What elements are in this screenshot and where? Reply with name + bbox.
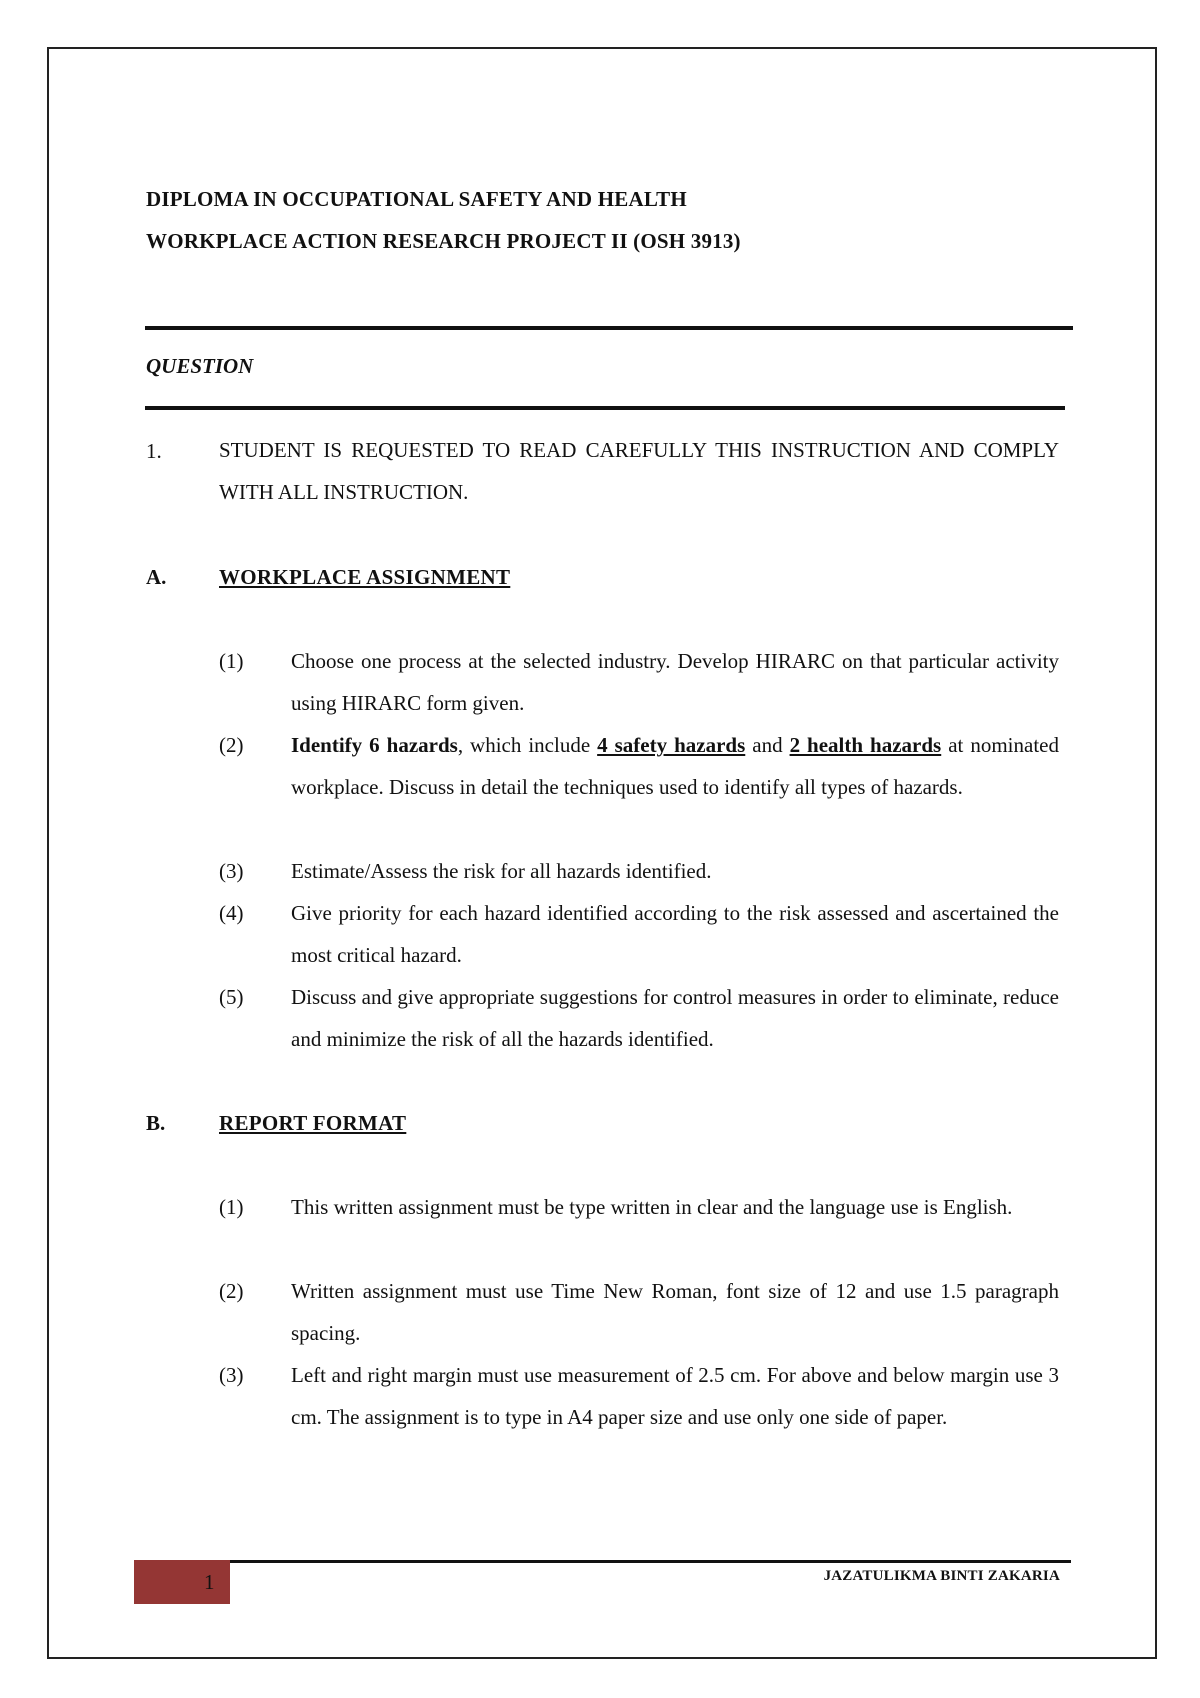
section-a-item-5-number: (5): [219, 985, 244, 1009]
section-b-item-1-number: (1): [219, 1195, 244, 1219]
page-number: 1: [204, 1570, 215, 1594]
section-a-item-2-number: (2): [219, 733, 244, 757]
section-b-item-2-number: (2): [219, 1279, 244, 1303]
document-title-line-2: WORKPLACE ACTION RESEARCH PROJECT II (OSH 3913): [146, 229, 741, 253]
instruction-text: STUDENT IS REQUESTED TO READ CAREFULLY THIS INSTRUCTION AND COMPLY WITH ALL INSTRUCTION.: [219, 438, 1059, 504]
emphasis-identify: Identify 6 hazards: [291, 733, 458, 757]
section-b-item-1-text: This written assignment must be type written in clear and the language use is English.: [291, 1195, 1013, 1219]
section-a-item-5-text: Discuss and give appropriate suggestions for control measures in order to eliminate, reduce and minimize the risk of all the hazards identified.: [291, 985, 1059, 1051]
section-a-letter: A.: [146, 565, 167, 589]
question-heading: QUESTION: [146, 354, 254, 378]
emphasis-safety-hazards: 4 safety hazards: [597, 733, 746, 757]
section-b-item-3-text: Left and right margin must use measurement of 2.5 cm. For above and below margin use 3 cm. The assignment is to type in A4 paper size and use only one side of paper.: [291, 1363, 1059, 1429]
instruction-number: 1.: [146, 439, 162, 463]
footer-author: JAZATULIKMA BINTI ZAKARIA: [823, 1568, 1060, 1584]
document-title-line-1: DIPLOMA IN OCCUPATIONAL SAFETY AND HEALTH: [146, 187, 687, 211]
section-a-title: WORKPLACE ASSIGNMENT: [219, 565, 511, 589]
text-fragment: at nominated workplace. Discuss in detail the techniques used to identify all types of hazards.: [291, 733, 1059, 799]
text-fragment: , which include: [457, 733, 598, 757]
section-a-item-3-text: Estimate/Assess the risk for all hazards identified.: [291, 859, 712, 883]
footer-rule: [229, 1560, 1071, 1563]
section-a-item-1-number: (1): [219, 649, 244, 673]
section-a-item-3-number: (3): [219, 859, 244, 883]
text-fragment: and: [745, 733, 790, 757]
section-b-letter: B.: [146, 1111, 166, 1135]
section-b-item-2-text: Written assignment must use Time New Roman, font size of 12 and use 1.5 paragraph spacing.: [291, 1279, 1059, 1345]
section-b-item-3-number: (3): [219, 1363, 244, 1387]
section-a-item-4-text: Give priority for each hazard identified according to the risk assessed and ascertained the most critical hazard.: [291, 901, 1059, 967]
emphasis-health-hazards: 2 health hazards: [789, 733, 942, 757]
section-a-item-1-text: Choose one process at the selected industry. Develop HIRARC on that particular activity using HIRARC form given.: [291, 649, 1059, 715]
divider-bottom: [145, 406, 1065, 410]
divider-top: [145, 326, 1073, 330]
section-b-title: REPORT FORMAT: [219, 1111, 407, 1135]
page-number-box: [134, 1560, 230, 1604]
section-a-item-4-number: (4): [219, 901, 244, 925]
section-a-item-2-text: [291, 724, 1059, 808]
